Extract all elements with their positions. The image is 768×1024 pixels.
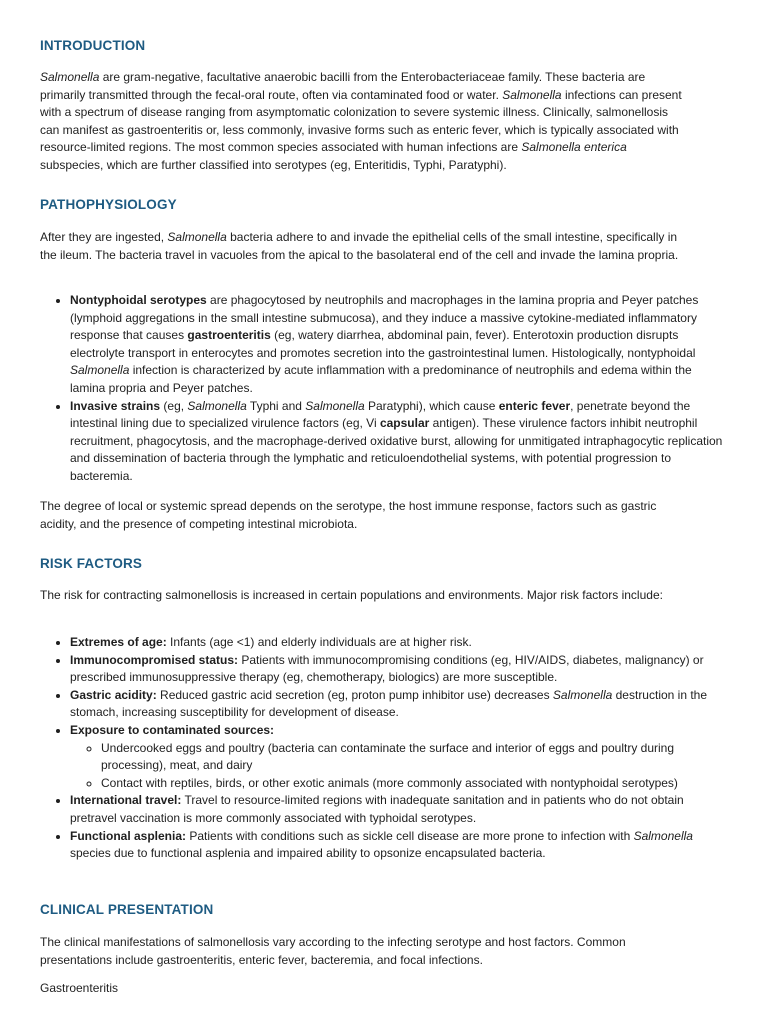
text-span: , penetrate beyond the intestinal lining due to specialized virulence factors (eg, Vi [70, 398, 691, 431]
text-span: subspecies, which are further classified into serotypes (eg, Enteritidis, Typhi, Paratyphi). [40, 157, 507, 172]
risk-factors-paragraph: The risk for contracting salmonellosis is increased in certain populations and environments. Major risk factors include: [40, 588, 663, 602]
italic-term: Salmonella [70, 363, 130, 378]
bold-term: Nontyphoidal serotypes [70, 293, 207, 307]
sublist-item-eggs-poultry: ◦ Undercooked eggs and poultry (bacteria can contaminate the surface and interior of eggs and poultry during processing), meat, and dairy [101, 740, 725, 775]
sublist-item-reptiles-birds: ◦ Contact with reptiles, birds, or other exotic animals (more commonly associated with nontyphoidal serotypes) [101, 775, 725, 793]
list-item-gastric-acidity [70, 687, 725, 722]
list-item-contaminated-sources [70, 722, 725, 792]
italic-term: Salmonella [167, 230, 227, 244]
bold-term: gastroenteritis [187, 328, 271, 343]
text-span: are gram-negative, facultative anaerobic bacilli from the Enterobacteriaceae family. These bacteria are primarily transmitted through the fecal-oral route, often via contaminated food or water. [40, 70, 646, 102]
list-item-extremes-of-age [70, 634, 725, 652]
bold-term: Gastric acidity: [70, 687, 157, 702]
text-span: bacteria adhere to and invade the epithelial cells of the small intestine, specifically in the ileum. The bacteria travel in vacuoles from the apical to the basolateral end of the cell and invade the lamina propria. [40, 230, 679, 262]
text-span: Typhi and [246, 398, 306, 413]
text-span: Travel to resource-limited regions with inadequate sanitation and in patients who do not obtain pretravel vaccination is more commonly associated with typhoidal serotypes. [70, 793, 684, 825]
pathophysiology-list [40, 292, 725, 486]
section-heading-introduction: INTRODUCTION [40, 38, 146, 53]
text-span: infections can present with a spectrum of disease ranging from asymptomatic colonization to severe systemic illness. Clinically, salmonellosis can manifest as gastroenteritis or, less commonly, invasive forms such as enteric fever, which is typically associated with resource-limited regions. The most common species associated with human infections are [40, 87, 682, 155]
bold-term: Functional asplenia: [70, 828, 187, 843]
text-span: (eg, watery diarrhea, abdominal pain, fever). Enterotoxin production disrupts electrolyte transport in enterocytes and promotes secretion into the gastrointestinal lumen. Histologically, nontyphoidal [70, 328, 696, 360]
pathophysiology-summary-paragraph: The degree of local or systemic spread depends on the serotype, the host immune response, factors such as gastric acidity, and the presence of competing intestinal microbiota. [40, 499, 657, 531]
section-heading-risk-factors: RISK FACTORS [40, 556, 143, 571]
text-span: destruction in the stomach, increasing susceptibility for development of disease. [70, 687, 708, 720]
bold-term: Invasive strains [70, 398, 161, 413]
bold-term: International travel: [70, 793, 182, 808]
bold-term: Exposure to contaminated sources: [70, 722, 275, 737]
list-item-international-travel [70, 792, 725, 827]
list-item-functional-asplenia [70, 828, 725, 863]
list-item-invasive-strains [70, 398, 725, 486]
italic-term: Salmonella [633, 828, 693, 843]
list-item-immunocompromised [70, 652, 725, 687]
text-span: antigen). These virulence factors inhibit neutrophil recruitment, phagocytosis, and the macrophage-derived oxidative burst, allowing for unmitigated intraphagocytic replication and dissemination of bacteria through the lymphatic and reticuloendothelial systems, with potential progression to bacteremia. [70, 416, 723, 483]
bold-term: Immunocompromised status: [70, 652, 239, 667]
bold-term: enteric fever [498, 398, 571, 413]
text-span: Paratyphi), which cause [364, 398, 499, 413]
bold-term: capsular [379, 416, 430, 431]
text-span: Reduced gastric acid secretion (eg, proton pump inhibitor use) decreases [156, 687, 553, 702]
section-heading-clinical-presentation: CLINICAL PRESENTATION [40, 902, 214, 917]
italic-term: Salmonella [305, 398, 365, 413]
italic-term: Salmonella enterica [521, 140, 627, 155]
text-span: species due to functional asplenia and impaired ability to opsonize encapsulated bacteria. [70, 846, 546, 861]
italic-term: Salmonella [502, 87, 562, 102]
italic-term: Salmonella [187, 398, 247, 413]
italic-term: Salmonella [40, 70, 100, 84]
text-span: After they are ingested, [40, 230, 168, 244]
text-span: Patients with conditions such as sickle cell disease are more prone to infection with [186, 828, 634, 843]
introduction-paragraph [40, 69, 690, 175]
subheading-gastroenteritis: Gastroenteritis [40, 981, 119, 995]
bold-term: Extremes of age: [70, 635, 167, 649]
clinical-presentation-paragraph: The clinical manifestations of salmonellosis vary according to the infecting serotype and host factors. Common presentations include gastroenteritis, enteric fever, bacteremia, and focal infections. [40, 935, 626, 967]
list-item-nontyphoidal [70, 292, 725, 398]
text-span: Infants (age <1) and elderly individuals are at higher risk. [166, 635, 472, 649]
pathophysiology-paragraph [40, 229, 695, 264]
risk-factors-list [40, 634, 725, 863]
text-span: infection is characterized by acute inflammation with a predominance of neutrophils and edema within the lamina propria and Peyer patches. [70, 363, 692, 395]
text-span: (eg, [160, 398, 188, 413]
text-span: Patients with immunocompromising conditions (eg, HIV/AIDS, diabetes, malignancy) or prescribed immunosuppressive therapy (eg, chemotherapy, biologics) are more susceptible. [70, 652, 704, 685]
text-span: are phagocytosed by neutrophils and macrophages in the lamina propria and Peyer patches (lymphoid aggregations in the small intestine submucosa), and they induce a massive cytokine-mediated inflammatory response that causes [70, 293, 699, 343]
contaminated-sources-sublist [70, 740, 725, 793]
section-heading-pathophysiology: PATHOPHYSIOLOGY [40, 197, 177, 212]
italic-term: Salmonella [552, 687, 613, 702]
